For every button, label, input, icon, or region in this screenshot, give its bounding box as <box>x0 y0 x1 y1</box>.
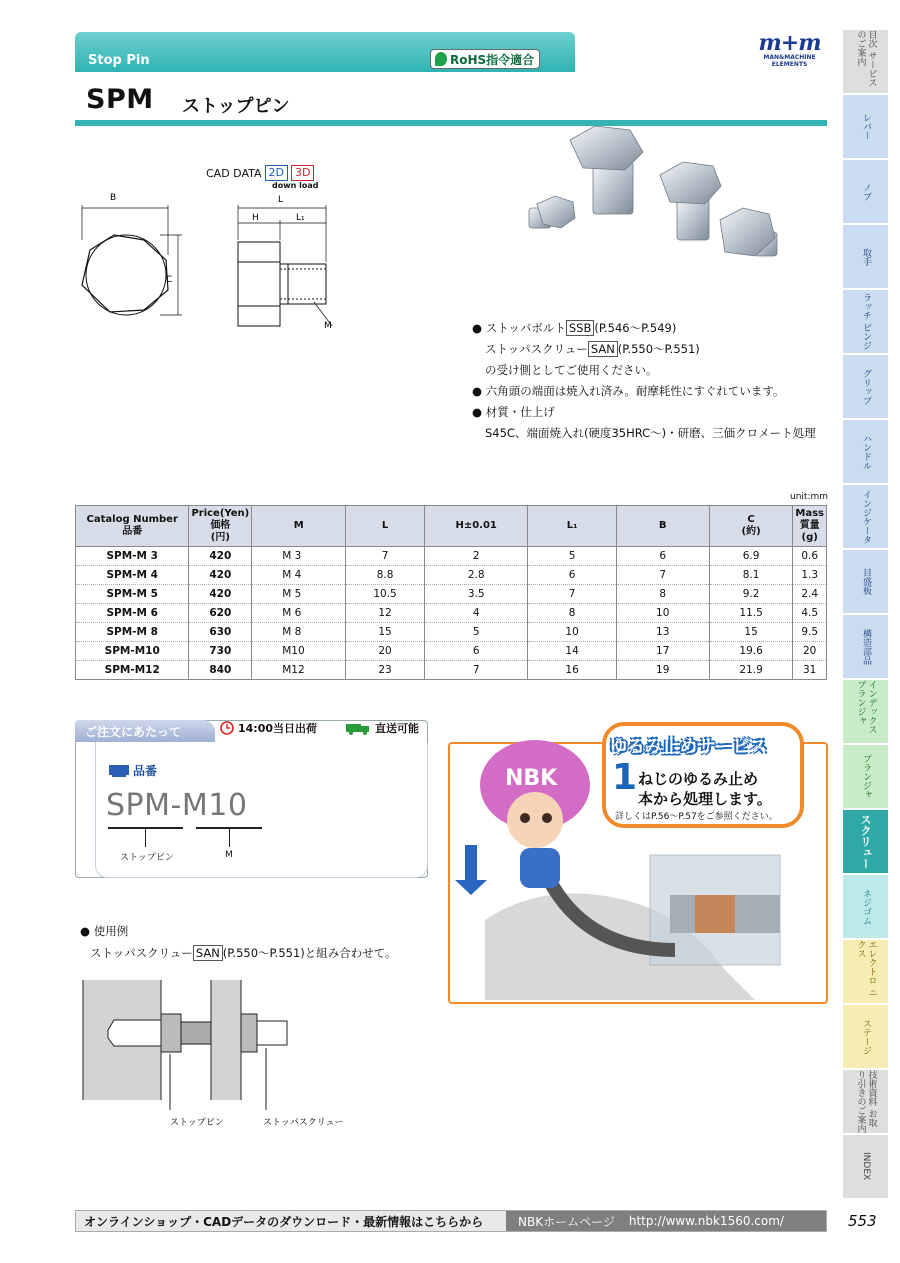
table-row <box>76 623 827 642</box>
side-index-label: ノブ <box>861 182 871 201</box>
cad-label: CAD DATA <box>206 166 262 180</box>
cell-catalog: SPM-M 8 <box>76 623 189 642</box>
side-index-label: INDEX <box>861 1152 871 1181</box>
th-l1: L₁ <box>528 506 616 547</box>
th-mass: Mass 質量 (g) <box>793 506 827 547</box>
cell-mass: 4.5 <box>793 604 827 623</box>
order-code <box>106 788 247 823</box>
bullet-1b-text: ストッパスクリュー <box>485 342 588 356</box>
code-leader-b <box>229 829 230 847</box>
side-index-item[interactable] <box>843 875 888 939</box>
side-index-label: プランジャ <box>861 754 871 799</box>
bullet-3: ● 材質・仕上げ <box>472 405 555 419</box>
cell-h: 2.8 <box>424 566 528 585</box>
table-header-row <box>76 506 827 547</box>
dim-l: L <box>278 195 284 205</box>
side-index-label: インジケータ <box>861 489 871 544</box>
cell-m: M12 <box>252 661 346 680</box>
cell-l: 15 <box>346 623 425 642</box>
side-index-item[interactable] <box>843 30 888 94</box>
footer-url[interactable]: http://www.nbk1560.com/ <box>628 1214 784 1228</box>
side-index-item[interactable] <box>843 160 888 224</box>
cell-l: 12 <box>346 604 425 623</box>
usage-text-post: (P.550～P.551)と組み合わせて。 <box>222 946 397 960</box>
brand-line2: ELEMENTS <box>771 61 808 68</box>
cell-price: 420 <box>189 585 252 604</box>
cell-b: 6 <box>616 547 709 566</box>
cell-l1: 7 <box>528 585 616 604</box>
side-index-label: 取手 <box>861 247 871 266</box>
dim-h: H <box>252 213 259 223</box>
order-code-a: SPM <box>106 788 171 823</box>
product-photo <box>515 120 785 285</box>
ssb-link[interactable]: SSB <box>566 320 595 336</box>
cell-m: M 4 <box>252 566 346 585</box>
side-index-label: エレクトロ ニクス <box>855 940 877 997</box>
cell-catalog: SPM-M10 <box>76 642 189 661</box>
cell-h: 2 <box>424 547 528 566</box>
ad-line1: ねじのゆるみ止め <box>638 770 759 788</box>
side-index-label: ネジゴム <box>861 888 871 925</box>
cell-catalog: SPM-M12 <box>76 661 189 680</box>
brand-mark: m+m <box>758 30 821 56</box>
usage-label-pin: ストップピン <box>170 1118 224 1128</box>
dim-b: B <box>110 193 117 203</box>
cad-3d-button[interactable]: 3D <box>291 165 314 181</box>
cell-mass: 9.5 <box>793 623 827 642</box>
usage-text <box>80 942 397 964</box>
table-row <box>76 566 827 585</box>
product-name-jp: ストップピン <box>182 96 290 117</box>
cell-l1: 16 <box>528 661 616 680</box>
side-index-label: 目次 サービスのご案内 <box>855 30 877 87</box>
direct-label: 直送可能 <box>375 722 419 735</box>
brand-logo <box>752 32 827 68</box>
category-en: Stop Pin <box>88 53 150 68</box>
cell-catalog: SPM-M 5 <box>76 585 189 604</box>
th-m: M <box>252 506 346 547</box>
cell-mass: 1.3 <box>793 566 827 585</box>
cell-m: M 5 <box>252 585 346 604</box>
footer-site[interactable]: NBKホームページ <box>518 1214 615 1229</box>
unit-label: unit:mm <box>790 492 829 502</box>
ad-line2: 本から処理します。 <box>638 790 772 808</box>
th-h: H±0.01 <box>424 506 528 547</box>
cell-price: 840 <box>189 661 252 680</box>
side-index-item[interactable] <box>843 290 888 354</box>
cell-mass: 0.6 <box>793 547 827 566</box>
san-link[interactable]: SAN <box>588 341 618 357</box>
computer-icon <box>108 764 130 778</box>
cell-b: 10 <box>616 604 709 623</box>
cell-m: M 8 <box>252 623 346 642</box>
cell-catalog: SPM-M 6 <box>76 604 189 623</box>
cell-price: 420 <box>189 547 252 566</box>
usage-drawing <box>78 978 368 1133</box>
side-index-item[interactable] <box>843 485 888 549</box>
code-leader-a <box>145 829 146 847</box>
rohs-badge <box>430 49 540 69</box>
bullet-1-text: ストッパボルト <box>485 321 566 335</box>
cell-b: 13 <box>616 623 709 642</box>
bullet-2: ● 六角頭の端面は焼入れ済み。耐摩耗性にすぐれています。 <box>472 384 785 398</box>
ship-label: 14:00当日出荷 <box>238 722 318 735</box>
ad-title: ゆるみ止めサービス <box>610 737 768 757</box>
side-index-item[interactable] <box>843 745 888 809</box>
brand-line1: MAN&MACHINE <box>763 54 816 61</box>
cell-price: 620 <box>189 604 252 623</box>
th-b: B <box>616 506 709 547</box>
side-index-item[interactable] <box>843 940 888 1004</box>
cell-l1: 10 <box>528 623 616 642</box>
cell-h: 4 <box>424 604 528 623</box>
clock-icon <box>220 721 234 735</box>
cell-c: 21.9 <box>709 661 793 680</box>
side-index-item[interactable] <box>843 1135 888 1199</box>
side-index-item[interactable] <box>843 615 888 679</box>
technical-drawing <box>70 180 340 340</box>
footer-text: オンラインショップ・CADデータのダウンロード・最新情報はこちらから <box>84 1214 484 1229</box>
cell-l1: 14 <box>528 642 616 661</box>
side-index-item[interactable] <box>843 1005 888 1069</box>
table-row <box>76 547 827 566</box>
side-index-item[interactable] <box>843 225 888 289</box>
bullet-1: ● ストッパボルト SSB (P.546～P.549) <box>472 321 677 335</box>
side-index-item[interactable] <box>843 1070 888 1134</box>
direct-delivery <box>345 720 419 736</box>
side-index-label: 目盛板 <box>861 568 871 595</box>
ad-number: 1 <box>612 757 638 798</box>
page-number: 553 <box>848 1212 877 1230</box>
cell-l1: 5 <box>528 547 616 566</box>
feature-list <box>472 318 816 444</box>
usage-text-pre: ストッパスクリュー <box>90 946 193 960</box>
cell-c: 6.9 <box>709 547 793 566</box>
usage-section <box>80 920 397 964</box>
cell-l1: 6 <box>528 566 616 585</box>
table-row <box>76 661 827 680</box>
side-index-label: レバー <box>861 113 871 140</box>
cell-l: 10.5 <box>346 585 425 604</box>
side-index-item[interactable] <box>843 355 888 419</box>
cad-download-label: down load <box>272 181 319 190</box>
cell-h: 7 <box>424 661 528 680</box>
usage-san-link[interactable]: SAN <box>193 945 223 961</box>
cell-c: 19.6 <box>709 642 793 661</box>
cell-h: 3.5 <box>424 585 528 604</box>
code-label-a: ストップピン <box>120 853 174 863</box>
cell-b: 17 <box>616 642 709 661</box>
side-index-item[interactable] <box>843 95 888 159</box>
order-code-b: M10 <box>181 788 248 823</box>
product-code: SPM <box>86 84 154 115</box>
cad-data <box>206 165 314 181</box>
table-row <box>76 585 827 604</box>
bullet-1b-ref: (P.550～P.551) <box>617 342 700 356</box>
cell-mass: 20 <box>793 642 827 661</box>
order-code-sep: - <box>170 788 182 823</box>
cell-l: 7 <box>346 547 425 566</box>
order-tab: ご注文にあたって <box>75 720 215 742</box>
cell-c: 11.5 <box>709 604 793 623</box>
side-index-item[interactable] <box>843 550 888 614</box>
side-index-label: 技術資料 お取り引きのご案内 <box>855 1070 877 1133</box>
usage-title: ● 使用例 <box>80 924 129 938</box>
usage-title-text: 使用例 <box>93 924 129 938</box>
footer-link[interactable] <box>506 1211 826 1231</box>
side-index-item[interactable] <box>843 810 888 874</box>
side-index-label: 構造部品 <box>861 628 871 665</box>
th-price: Price(Yen) 価格 (円) <box>189 506 252 547</box>
side-index-label: ハンドル <box>861 433 871 470</box>
th-catalog: Catalog Number 品番 <box>76 506 189 547</box>
side-index-item[interactable] <box>843 420 888 484</box>
ad-reference: 詳しくはP.56～P.57をご参照ください。 <box>615 812 778 822</box>
spec-table <box>75 505 827 680</box>
usage-label-screw: ストッパスクリュー <box>263 1118 344 1128</box>
side-index-label: スクリュー <box>859 814 872 869</box>
cell-m: M 6 <box>252 604 346 623</box>
cell-mass: 31 <box>793 661 827 680</box>
footer-bar <box>75 1210 827 1232</box>
truck-icon <box>345 721 371 735</box>
cell-c: 9.2 <box>709 585 793 604</box>
cell-b: 7 <box>616 566 709 585</box>
bullet-1c: の受け側としてご使用ください。 <box>485 363 658 377</box>
dim-c: C <box>166 275 173 285</box>
cell-h: 6 <box>424 642 528 661</box>
cell-c: 8.1 <box>709 566 793 585</box>
table-row <box>76 642 827 661</box>
side-index-item[interactable] <box>843 680 888 744</box>
same-day-shipping <box>220 720 317 736</box>
cell-l1: 8 <box>528 604 616 623</box>
side-index-label: ラッチ ピンジ <box>861 293 871 350</box>
cell-price: 730 <box>189 642 252 661</box>
cell-h: 5 <box>424 623 528 642</box>
th-l: L <box>346 506 425 547</box>
bullet-3b: S45C、端面焼入れ(硬度35HRC～)・研磨、三価クロメート処理 <box>485 426 816 440</box>
dim-m: M <box>324 321 332 331</box>
cell-c: 15 <box>709 623 793 642</box>
table-row <box>76 604 827 623</box>
rohs-label: RoHS指令適合 <box>450 52 535 67</box>
code-label-b: M <box>225 850 233 860</box>
cell-m: M10 <box>252 642 346 661</box>
cell-m: M 3 <box>252 547 346 566</box>
bullet-2-text: 六角頭の端面は焼入れ済み。耐摩耗性にすぐれています。 <box>485 384 785 398</box>
cell-price: 420 <box>189 566 252 585</box>
dim-l1: L₁ <box>296 213 305 223</box>
cell-mass: 2.4 <box>793 585 827 604</box>
bullet-1-ref: (P.546～P.549) <box>594 321 677 335</box>
cell-catalog: SPM-M 4 <box>76 566 189 585</box>
side-index-label: インデックス プランジャ <box>855 680 877 734</box>
th-c: C (約) <box>709 506 793 547</box>
cell-l: 23 <box>346 661 425 680</box>
side-index-label: ステージ <box>861 1018 871 1055</box>
part-number-heading <box>108 762 157 779</box>
cell-l: 20 <box>346 642 425 661</box>
cell-catalog: SPM-M 3 <box>76 547 189 566</box>
mascot-logo: NBK <box>505 766 558 791</box>
cell-price: 630 <box>189 623 252 642</box>
hinban-label: 品番 <box>133 764 158 778</box>
leaf-icon <box>435 52 447 66</box>
side-index-label: グリップ <box>861 368 871 405</box>
bullet-1b <box>472 339 816 360</box>
cell-b: 19 <box>616 661 709 680</box>
cad-2d-button[interactable]: 2D <box>265 165 288 181</box>
bullet-3-text: 材質・仕上げ <box>485 405 555 419</box>
cell-l: 8.8 <box>346 566 425 585</box>
cell-b: 8 <box>616 585 709 604</box>
